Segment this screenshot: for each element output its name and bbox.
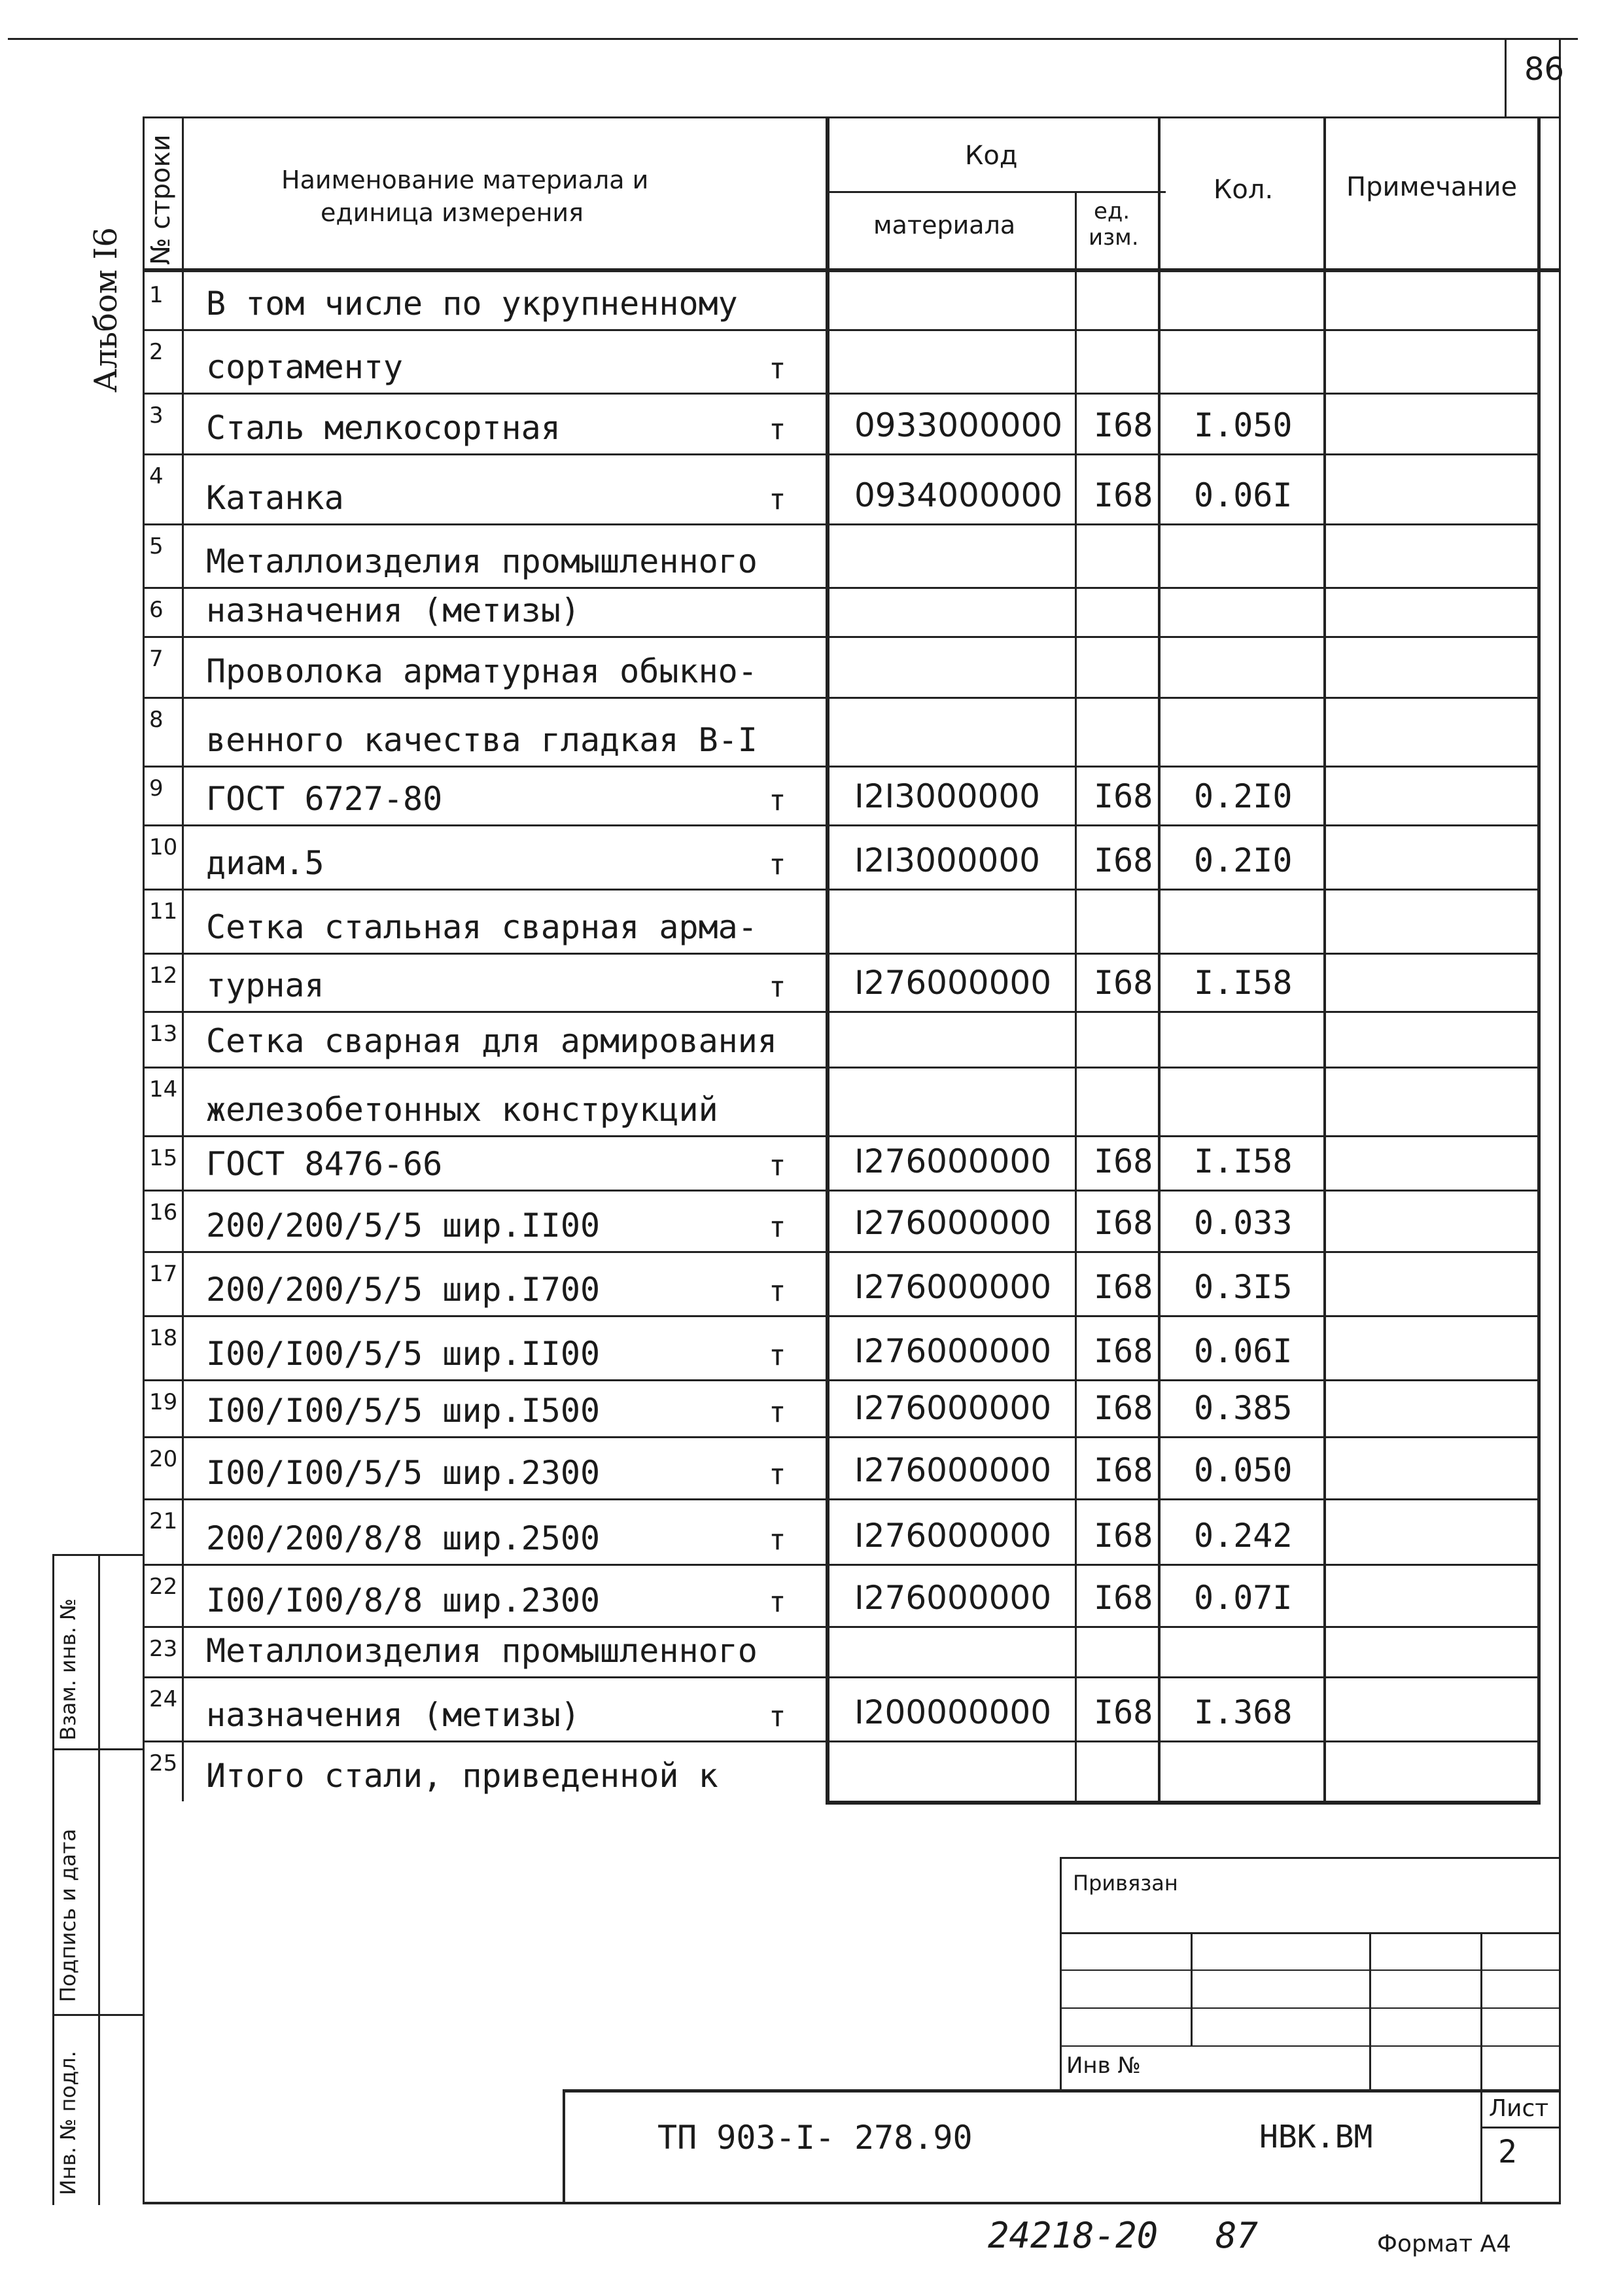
row-separator [143,523,1541,525]
row-separator [143,824,1541,826]
sheet-label-divider [1480,2127,1561,2128]
row-separator [143,1067,1541,1069]
row-unit-short: т [769,483,786,516]
row-number: 21 [149,1508,178,1534]
title-block-row4 [1060,2045,1561,2047]
row-separator [143,393,1541,395]
col-divider-note [1323,116,1326,1805]
row-material-code: I276000000 [854,964,1052,1002]
row-separator [143,329,1541,331]
row-separator [143,1740,1541,1742]
title-block-top [1060,1857,1561,1859]
row-material-code: I276000000 [854,1579,1052,1617]
row-number: 3 [149,402,164,429]
row-number: 10 [149,834,178,860]
row-material-code: I2I3000000 [854,841,1040,879]
side-stamp-podpis: Подпись и дата [56,1828,80,2002]
row-name: венного качества гладкая В-I [206,721,758,759]
col-divider-unit [1075,191,1077,1805]
row-separator [143,587,1541,589]
row-name: сортаменту [206,348,404,386]
row-separator [143,766,1541,768]
row-name: Проволока арматурная обыкно- [206,652,758,690]
row-name: 200/200/5/5 шир.I700 [206,1271,601,1309]
row-unit-short: т [769,848,786,881]
row-unit-code: I68 [1094,1204,1153,1242]
row-number: 14 [149,1076,178,1103]
row-number: 24 [149,1686,178,1712]
row-quantity: I.I58 [1194,1142,1293,1180]
row-quantity: 0.385 [1194,1389,1293,1427]
row-number: 6 [149,597,164,623]
row-separator [143,1135,1541,1137]
format-label: Формат А4 [1377,2231,1512,2257]
row-separator [143,1498,1541,1500]
row-unit-short: т [769,1339,786,1372]
row-name: I00/I00/5/5 шир.I500 [206,1392,601,1430]
code-subheader-line [826,191,1166,193]
row-name: Сетка стальная сварная арма- [206,908,758,946]
header-code-material: материала [873,211,1016,239]
header-note: Примечание [1346,172,1518,202]
row-quantity: 0.06I [1194,476,1293,514]
row-name: Итого стали, приведенной к [206,1757,718,1795]
row-number: 2 [149,339,164,365]
row-name: назначения (метизы) [206,1696,580,1734]
row-name: турная [206,966,324,1004]
row-quantity: 0.06I [1194,1332,1293,1370]
row-quantity: 0.07I [1194,1579,1293,1617]
handwritten-number: 24218-20 [988,2215,1159,2256]
row-name: Сетка сварная для армирования [206,1022,777,1060]
side-stamp-inv-podl: Инв. № подл. [56,2051,80,2195]
row-separator [143,453,1541,455]
row-separator [143,1564,1541,1566]
row-separator [143,953,1541,955]
row-unit-code: I68 [1094,1451,1153,1489]
row-unit-short: т [769,352,786,385]
title-inv-no: Инв № [1066,2053,1141,2079]
row-number: 25 [149,1750,178,1776]
row-unit-short: т [769,1275,786,1308]
document-code: ТП 903-I- 278.90 [657,2119,973,2157]
title-block-main-left [563,2089,565,2204]
row-number: 18 [149,1325,178,1351]
title-block-col3 [1480,1932,1482,2204]
row-quantity: 0.050 [1194,1451,1293,1489]
row-number: 9 [149,775,164,802]
row-number: 5 [149,533,164,559]
row-material-code: 0934000000 [854,476,1063,514]
row-name: Металлоизделия промышленного [206,1632,758,1670]
row-name: назначения (метизы) [206,592,580,629]
title-block-row2 [1060,1969,1561,1971]
row-unit-short: т [769,1149,786,1182]
row-material-code: 0933000000 [854,406,1063,444]
row-name: диам.5 [206,844,324,882]
title-block-row3 [1060,2007,1561,2009]
row-separator [143,697,1541,699]
row-number: 20 [149,1446,178,1472]
row-name: ГОСТ 6727-80 [206,780,443,818]
row-quantity: I.I58 [1194,964,1293,1002]
row-number: 15 [149,1145,178,1171]
row-separator [143,1190,1541,1192]
row-name: 200/200/8/8 шир.2500 [206,1519,601,1557]
sheet-label: Лист [1489,2095,1549,2122]
row-unit-short: т [769,1210,786,1244]
row-unit-code: I68 [1094,1268,1153,1306]
row-quantity: 0.3I5 [1194,1268,1293,1306]
row-number: 19 [149,1389,178,1415]
album-label: Альбом I6 [88,227,124,393]
row-name: железобетонных конструкций [206,1091,718,1129]
row-number: 13 [149,1021,178,1047]
row-unit-short: т [769,1523,786,1557]
row-unit-code: I68 [1094,1579,1153,1617]
row-unit-short: т [769,970,786,1004]
col-divider-rowno [182,116,184,1801]
row-name: 200/200/5/5 шир.II00 [206,1207,601,1245]
row-unit-code: I68 [1094,406,1153,444]
row-number: 1 [149,282,164,308]
row-name: ГОСТ 8476-66 [206,1145,443,1183]
row-name: Металлоизделия промышленного [206,542,758,580]
title-block-col1 [1191,1932,1193,2047]
header-unit-line2: изм. [1089,224,1139,251]
row-material-code: I276000000 [854,1451,1052,1489]
row-number: 17 [149,1261,178,1287]
row-unit-short: т [769,1585,786,1619]
row-separator [143,1011,1541,1013]
document-mark: НВК.ВМ [1259,2119,1373,2155]
row-unit-code: I68 [1094,841,1153,879]
row-number: 22 [149,1574,178,1600]
sheet-number: 2 [1498,2134,1517,2170]
row-unit-code: I68 [1094,476,1153,514]
row-unit-short: т [769,413,786,446]
row-separator [143,1676,1541,1678]
row-number: 12 [149,963,178,989]
row-material-code: I276000000 [854,1142,1052,1180]
header-unit-line1: ед. [1094,198,1130,224]
row-material-code: I276000000 [854,1517,1052,1555]
row-separator [143,889,1541,891]
row-unit-code: I68 [1094,1389,1153,1427]
row-number: 11 [149,898,178,925]
row-unit-short: т [769,784,786,817]
row-material-code: I276000000 [854,1389,1052,1427]
side-stamp-vzam: Взам. инв. № [56,1598,80,1740]
header-bottom-border [143,268,1561,272]
col-divider-code [826,116,829,1805]
side-stamp-div1 [52,1748,144,1750]
header-name-line2: единица измерения [321,198,584,227]
header-name-line1: Наименование материала и [281,166,649,194]
row-separator [143,636,1541,638]
row-number: 7 [149,646,164,672]
table-bottom-border [826,1801,1541,1805]
row-name: В том числе по укрупненному [206,285,738,323]
row-number: 8 [149,707,164,733]
row-unit-code: I68 [1094,777,1153,815]
row-quantity: 0.242 [1194,1517,1293,1555]
row-quantity: I.050 [1194,406,1293,444]
row-quantity: 0.2I0 [1194,841,1293,879]
row-unit-short: т [769,1396,786,1429]
row-name: Катанка [206,479,344,517]
row-separator [143,1315,1541,1317]
row-separator [143,1379,1541,1381]
row-name: I00/I00/5/5 шир.2300 [206,1454,601,1492]
header-row-number: № строки [146,134,176,265]
row-number: 16 [149,1199,178,1226]
title-block-row1 [1060,1932,1561,1934]
row-quantity: 0.2I0 [1194,777,1293,815]
row-material-code: I200000000 [854,1693,1052,1731]
row-name: I00/I00/8/8 шир.2300 [206,1581,601,1619]
row-separator [143,1626,1541,1628]
side-stamp-mid [98,1554,100,2205]
header-qty: Кол. [1213,175,1274,205]
row-unit-code: I68 [1094,964,1153,1002]
row-quantity: I.368 [1194,1693,1293,1731]
side-stamp-left [52,1554,54,2205]
row-separator [143,1251,1541,1253]
row-unit-short: т [769,1458,786,1491]
row-unit-code: I68 [1094,1332,1153,1370]
row-unit-code: I68 [1094,1142,1153,1180]
title-block-col2 [1369,1932,1371,2093]
row-unit-code: I68 [1094,1517,1153,1555]
title-block-left [1060,1857,1062,2093]
row-material-code: I276000000 [854,1204,1052,1242]
side-stamp-div2 [52,2014,144,2016]
title-privyazan: Привязан [1073,1871,1178,1896]
header-code: Код [965,141,1018,171]
row-name: I00/I00/5/5 шир.II00 [206,1335,601,1373]
row-unit-short: т [769,1700,786,1733]
row-number: 4 [149,463,164,489]
row-material-code: I2I3000000 [854,777,1040,815]
title-block-main-top [563,2089,1561,2093]
row-separator [143,1436,1541,1438]
row-material-code: I276000000 [854,1332,1052,1370]
handwritten-number-2: 87 [1215,2215,1259,2256]
page-number: 86 [1524,51,1565,88]
row-quantity: 0.033 [1194,1204,1293,1242]
row-name: Сталь мелкосортная [206,409,561,447]
col-divider-qty [1158,116,1161,1805]
table-right-border [1537,116,1541,1805]
row-material-code: I276000000 [854,1268,1052,1306]
row-unit-code: I68 [1094,1693,1153,1731]
row-number: 23 [149,1636,178,1662]
